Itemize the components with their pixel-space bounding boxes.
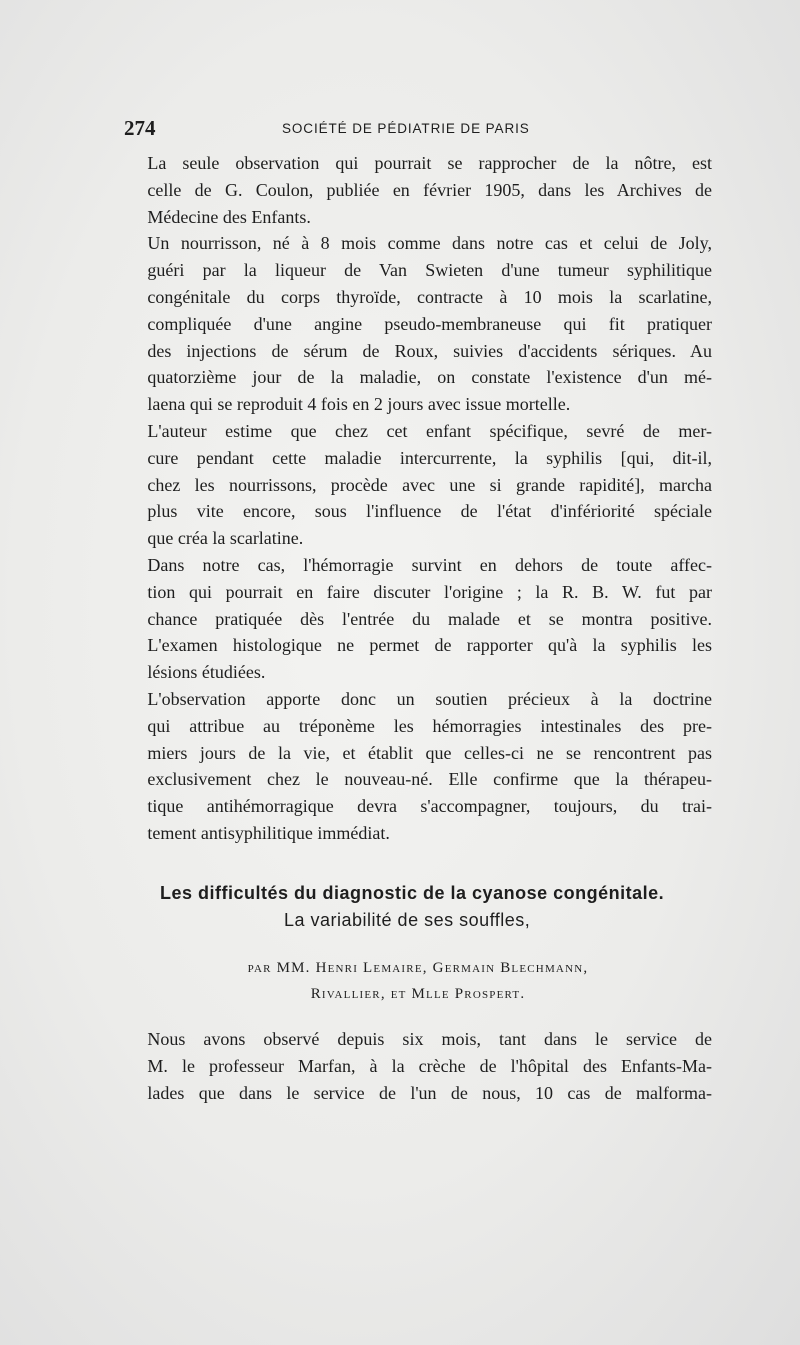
text-line: congénitale du corps thyroïde, contracte à 10 mois la scarlatine, (147, 286, 712, 307)
text-line: Nous avons observé depuis six mois, tant dans le service de (147, 1029, 712, 1049)
paragraph (124, 552, 712, 686)
text-line: qui attribue au tréponème les hémorragies intestinales des pre- (147, 715, 712, 736)
text-line: lades que dans le service de l'un de nous, 10 cas de malforma- (147, 1082, 712, 1103)
authors-text: par MM. Henri Lemaire, Germain Blechmann, (247, 960, 589, 976)
text-line: L'observation apporte donc un soutien précieux à la doctrine (147, 688, 712, 709)
page-header (124, 116, 712, 140)
text-line: chance pratiquée dès l'entrée du malade et se montra positive. (147, 608, 712, 629)
text-line: quatorzième jour de la maladie, on constate l'existence d'un mé- (147, 367, 712, 388)
authors-block (124, 955, 712, 1007)
text-line: des injections de sérum de Roux, suivies d'accidents sériques. Au (147, 340, 712, 361)
page-number: 274 (124, 116, 156, 140)
paragraph (124, 418, 712, 552)
paragraph (124, 686, 712, 847)
text-line: lésions étudiées. (147, 662, 266, 683)
paragraph (124, 1026, 712, 1106)
text-line: celle de G. Coulon, publiée en février 1905, dans les Archives de (147, 179, 712, 200)
text-line: L'examen histologique ne permet de rapporter qu'à la syphilis les (147, 635, 712, 656)
authors-text: Rivallier, et Mlle Prospert. (310, 986, 526, 1002)
text-line: Un nourrisson, né à 8 mois comme dans notre cas et celui de Joly, (147, 233, 712, 254)
running-title: SOCIÉTÉ DE PÉDIATRIE DE PARIS (282, 121, 530, 136)
text-line: La seule observation qui pourrait se rapprocher de la nôtre, est (147, 153, 712, 173)
section-body-text (124, 1026, 712, 1106)
text-line: que créa la scarlatine. (147, 528, 304, 549)
text-line: tique antihémorragique devra s'accompagner, toujours, du trai- (147, 796, 712, 817)
text-line: L'auteur estime que chez cet enfant spécifique, sevré de mer- (147, 420, 712, 441)
text-line: guéri par la liqueur de Van Swieten d'une tumeur syphilitique (147, 260, 712, 281)
text-line: compliquée d'une angine pseudo-membraneuse qui fit pratiquer (147, 313, 712, 334)
text-line: tement antisyphilitique immédiat. (147, 822, 390, 843)
text-line: exclusivement chez le nouveau-né. Elle confirme que la thérapeu- (147, 769, 712, 790)
text-line: Médecine des Enfants. (147, 206, 311, 227)
section-subtitle-line: La variabilité de ses souffles, (284, 910, 531, 930)
paragraph (124, 150, 712, 230)
text-line: tion qui pourrait en faire discuter l'origine ; la R. B. W. fut par (147, 581, 712, 602)
text-line: plus vite encore, sous l'influence de l'état d'infériorité spéciale (147, 501, 712, 522)
section-title-line: Les difficultés du diagnostic de la cyanose congénitale. (160, 883, 665, 903)
text-line: miers jours de la vie, et établit que celles-ci ne se rencontrent pas (147, 742, 712, 763)
authors-line (124, 955, 712, 981)
text-line: M. le professeur Marfan, à la crèche de l'hôpital des Enfants-Ma- (147, 1055, 712, 1076)
text-line: laena qui se reproduit 4 fois en 2 jours avec issue mortelle. (147, 394, 571, 415)
paragraph (124, 230, 712, 418)
text-line: chez les nourrissons, procède avec une si grande rapidité], marcha (147, 474, 712, 495)
text-line: Dans notre cas, l'hémorragie survint en dehors de toute affec- (147, 554, 712, 575)
body-text (124, 150, 712, 847)
text-line: cure pendant cette maladie intercurrente, la syphilis [qui, dit-il, (147, 447, 712, 468)
authors-line (124, 981, 712, 1007)
